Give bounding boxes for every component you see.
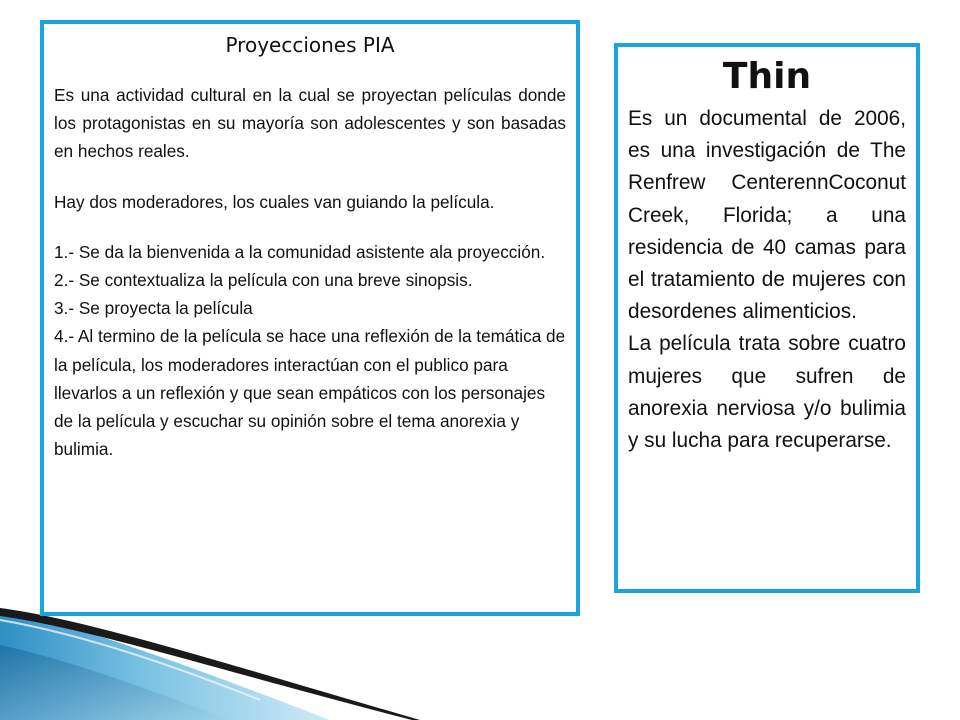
- panel-title: Thin: [722, 56, 812, 97]
- intro-paragraph: Es una actividad cultural en la cual se proyectan películas donde los protagonistas en su mayoría son adolescentes y son basadas en hechos reales.: [54, 85, 566, 162]
- documentary-paragraph: Es un documental de 2006, es una investigación de The Renfrew CenterennCoconut Creek, Florida; a una residencia de 40 camas para el tratamiento de mujeres con desordenes alimenticios.: [628, 107, 906, 324]
- panel-title: Proyecciones PIA: [225, 33, 395, 57]
- proyecciones-pia-panel: [40, 20, 580, 616]
- plot-paragraph: La película trata sobre cuatro mujeres que sufren de anorexia nerviosa y/o bulimia y su lucha para recuperarse.: [628, 332, 906, 453]
- step-item: 2.- Se contextualiza la película con una breve sinopsis.: [54, 270, 473, 291]
- thin-panel: [614, 43, 920, 593]
- step-item: 4.- Al termino de la película se hace una reflexión de la temática de la película, los moderadores interactúan con el publico para llevarlos a un reflexión y que sean empáticos con los personajes de la película y escuchar su opinión sobre el tema anorexia y bulimia.: [54, 326, 566, 460]
- moderators-paragraph: Hay dos moderadores, los cuales van guiando la película.: [54, 191, 495, 212]
- step-item: 3.- Se proyecta la película: [54, 298, 253, 319]
- step-item: 1.- Se da la bienvenida a la comunidad asistente ala proyección.: [54, 241, 546, 262]
